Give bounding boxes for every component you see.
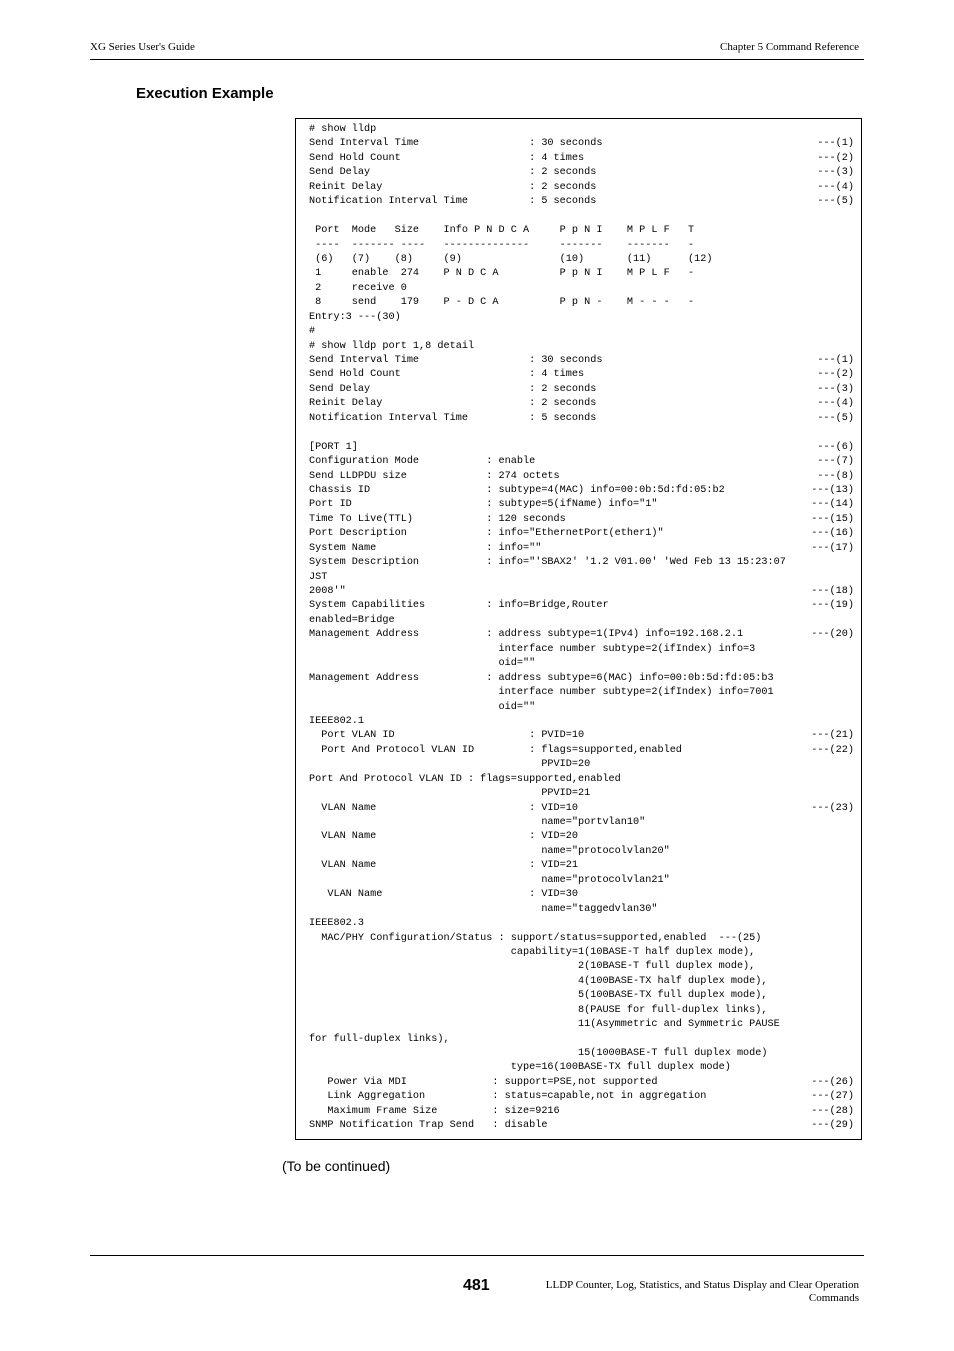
code-line-reference: ---(20): [811, 629, 854, 641]
code-line-text: enabled=Bridge: [309, 614, 395, 626]
code-line-text: IEEE802.1: [309, 715, 365, 727]
code-line: [309, 527, 854, 541]
code-line-text: type=16(100BASE-TX full duplex mode): [309, 1062, 731, 1074]
code-line-reference: ---(18): [811, 586, 854, 597]
code-line-text: MAC/PHY Configuration/Status : support/status=supported,enabled ---(25): [309, 932, 762, 944]
code-line-reference: ---(1): [817, 355, 854, 366]
code-line-text: name="portvlan10": [309, 817, 646, 828]
code-line-text: PPVID=21: [309, 788, 591, 800]
code-line-reference: ---(3): [817, 383, 854, 395]
code-line-reference: ---(26): [811, 1076, 854, 1088]
code-line: [309, 903, 854, 917]
code-line: [309, 239, 854, 253]
code-line: [309, 397, 854, 411]
code-line: [309, 166, 854, 180]
code-line-text: ---- ------- ---- -------------- ------- ------- -: [309, 239, 695, 251]
code-line: [309, 513, 854, 527]
code-line-reference: ---(27): [811, 1091, 854, 1103]
code-line: [309, 470, 854, 484]
code-line-text: Send Delay : 2 seconds: [309, 383, 597, 395]
code-line-text: 15(1000BASE-T full duplex mode): [309, 1048, 768, 1059]
footer-divider: [90, 1255, 864, 1256]
code-line: [309, 787, 854, 801]
code-line: [309, 686, 854, 700]
code-line-text: Port And Protocol VLAN ID : flags=supported,enabled: [309, 773, 621, 785]
code-line-text: # show lldp: [309, 124, 377, 135]
header-divider: [90, 59, 864, 60]
code-line-text: #: [309, 326, 316, 338]
code-line: [309, 946, 854, 960]
code-line: [309, 354, 854, 368]
code-line: [309, 773, 854, 787]
code-line-text: [PORT 1]: [309, 441, 358, 453]
code-line: [309, 296, 854, 310]
code-line-text: oid="": [309, 658, 536, 670]
code-line-text: 2008'": [309, 586, 346, 597]
code-line-text: Link Aggregation : status=capable,not in aggregation: [309, 1091, 707, 1103]
code-line: [309, 1033, 854, 1047]
code-line: [309, 1090, 854, 1104]
code-line: [309, 960, 854, 974]
code-line-text: Port VLAN ID : PVID=10: [309, 730, 585, 742]
code-line-text: 5(100BASE-TX full duplex mode),: [309, 990, 768, 1002]
code-line-text: name="protocolvlan21": [309, 874, 670, 886]
code-line-text: oid="": [309, 701, 536, 713]
section-title: Execution Example: [136, 85, 274, 102]
code-line-text: name="protocolvlan20": [309, 845, 670, 857]
code-line-text: 2(10BASE-T full duplex mode),: [309, 961, 756, 973]
code-line-text: Management Address : address subtype=1(IPv4) info=192.168.2.1: [309, 629, 744, 641]
code-line-text: 1 enable 274 P N D C A P p N I M P L F -: [309, 268, 695, 280]
code-line: [309, 975, 854, 989]
code-line-text: JST: [309, 571, 328, 583]
code-line-text: 11(Asymmetric and Symmetric PAUSE: [309, 1019, 780, 1031]
code-line-text: VLAN Name : VID=10: [309, 802, 578, 814]
code-line: [309, 614, 854, 628]
code-line-text: Notification Interval Time : 5 seconds: [309, 412, 597, 424]
code-line-text: Port Mode Size Info P N D C A P p N I M P L F T: [309, 225, 695, 237]
code-line: [309, 657, 854, 671]
code-line: [309, 989, 854, 1003]
code-line: [309, 1076, 854, 1090]
code-line: [309, 1119, 854, 1133]
code-line: [309, 224, 854, 238]
code-line: [309, 441, 854, 455]
code-line-text: Reinit Delay : 2 seconds: [309, 181, 597, 193]
code-line: [309, 816, 854, 830]
continued-note: (To be continued): [282, 1158, 391, 1174]
code-line: [309, 368, 854, 382]
code-line-text: Send Hold Count : 4 times: [309, 369, 585, 381]
code-line-text: Send LLDPDU size : 274 octets: [309, 470, 560, 482]
code-line-reference: ---(8): [817, 470, 854, 482]
code-line-reference: ---(21): [811, 730, 854, 742]
code-line-reference: ---(29): [811, 1120, 854, 1132]
code-line: [309, 859, 854, 873]
code-line: [309, 267, 854, 281]
code-line-text: Maximum Frame Size : size=9216: [309, 1105, 560, 1117]
code-line-text: (6) (7) (8) (9) (10) (11) (12): [309, 253, 713, 265]
code-line-text: System Capabilities : info=Bridge,Router: [309, 600, 609, 612]
code-line: [309, 1004, 854, 1018]
command-output-lines: [309, 123, 854, 1134]
code-line: [309, 830, 854, 844]
code-line: [309, 484, 854, 498]
code-line: [309, 195, 854, 209]
code-line: [309, 571, 854, 585]
code-line: [309, 412, 854, 426]
code-line-reference: ---(2): [817, 369, 854, 381]
code-line: [309, 253, 854, 267]
code-line-text: 2 receive 0: [309, 282, 407, 294]
code-line-reference: ---(22): [811, 744, 854, 756]
code-line: [309, 758, 854, 772]
code-line-reference: ---(13): [811, 484, 854, 496]
code-line: [309, 311, 854, 325]
code-line: [309, 1047, 854, 1061]
code-line: [309, 845, 854, 859]
code-line-reference: ---(23): [811, 802, 854, 814]
code-line: [309, 888, 854, 902]
code-line-reference: ---(2): [817, 152, 854, 164]
code-line-reference: ---(19): [811, 600, 854, 612]
code-line: [309, 556, 854, 570]
footer-title-line-2: Commands: [808, 1292, 859, 1304]
code-line-text: capability=1(10BASE-T half duplex mode),: [309, 946, 756, 958]
code-line: [309, 729, 854, 743]
code-line: [309, 744, 854, 758]
code-line-reference: ---(15): [811, 513, 854, 525]
code-line-reference: ---(4): [817, 181, 854, 193]
code-line-text: Management Address : address subtype=6(MAC) info=00:0b:5d:fd:05:b3: [309, 672, 774, 684]
code-line-text: VLAN Name : VID=21: [309, 860, 578, 872]
code-line-text: System Description : info="'SBAX2' '1.2 V01.00' 'Wed Feb 13 15:23:07: [309, 557, 786, 569]
code-line: [309, 1105, 854, 1119]
code-line: [309, 874, 854, 888]
code-line-text: PPVID=20: [309, 759, 591, 771]
code-line: [309, 383, 854, 397]
code-line: [309, 455, 854, 469]
code-line-text: VLAN Name : VID=20: [309, 831, 578, 843]
code-line-reference: ---(4): [817, 398, 854, 410]
code-line-text: 8 send 179 P - D C A P p N - M - - - -: [309, 297, 695, 309]
code-line-text: VLAN Name : VID=30: [309, 889, 578, 901]
code-line-text: Entry:3 ---(30): [309, 311, 401, 323]
code-line-reference: ---(5): [817, 412, 854, 424]
command-output-box: [295, 118, 862, 1140]
code-line-text: Port And Protocol VLAN ID : flags=supported,enabled: [309, 744, 682, 756]
code-line-text: Send Interval Time : 30 seconds: [309, 138, 603, 150]
code-line-reference: ---(1): [817, 138, 854, 150]
code-line: [309, 715, 854, 729]
code-line-text: interface number subtype=2(ifIndex) info=7001: [309, 687, 774, 699]
code-line: [309, 585, 854, 599]
code-line-reference: ---(28): [811, 1105, 854, 1117]
code-line-text: Chassis ID : subtype=4(MAC) info=00:0b:5d:fd:05:b2: [309, 484, 725, 496]
code-line-text: name="taggedvlan30": [309, 903, 658, 915]
code-line-text: Port Description : info="EthernetPort(ether1)": [309, 528, 664, 540]
page-number: 481: [463, 1277, 490, 1294]
code-line: [309, 701, 854, 715]
code-line: [309, 426, 854, 440]
code-line-text: System Name : info="": [309, 542, 542, 554]
code-line-text: Send Interval Time : 30 seconds: [309, 355, 603, 366]
code-line: [309, 152, 854, 166]
code-line: [309, 137, 854, 151]
code-line-text: 8(PAUSE for full-duplex links),: [309, 1004, 768, 1016]
code-line-text: Configuration Mode : enable: [309, 456, 536, 468]
code-line: [309, 210, 854, 224]
code-line: [309, 599, 854, 613]
code-line-reference: ---(14): [811, 499, 854, 511]
running-header-guide-title: XG Series User's Guide: [90, 41, 195, 53]
code-line-text: IEEE802.3: [309, 918, 365, 930]
footer-title-line-1: LLDP Counter, Log, Statistics, and Status Display and Clear Operation: [545, 1279, 859, 1291]
code-line-text: Time To Live(TTL) : 120 seconds: [309, 513, 566, 525]
code-line-text: interface number subtype=2(ifIndex) info=3: [309, 643, 756, 655]
code-line-reference: ---(17): [811, 542, 854, 554]
code-line: [309, 917, 854, 931]
code-line-reference: ---(3): [817, 167, 854, 179]
running-footer-section-title: [546, 1279, 859, 1305]
code-line: [309, 282, 854, 296]
running-header-chapter: Chapter 5 Command Reference: [720, 41, 859, 53]
code-line-text: for full-duplex links),: [309, 1033, 450, 1045]
code-line: [309, 542, 854, 556]
code-line-text: Send Delay : 2 seconds: [309, 167, 597, 179]
code-line: [309, 628, 854, 642]
code-line-text: Notification Interval Time : 5 seconds: [309, 196, 597, 208]
code-line: [309, 672, 854, 686]
code-line-text: Port ID : subtype=5(ifName) info="1": [309, 499, 658, 511]
code-line-reference: ---(7): [817, 456, 854, 468]
code-line-text: 4(100BASE-TX half duplex mode),: [309, 975, 768, 987]
code-line: [309, 1018, 854, 1032]
code-line: [309, 325, 854, 339]
code-line-reference: ---(16): [811, 528, 854, 540]
code-line: [309, 340, 854, 354]
code-line-text: Power Via MDI : support=PSE,not supported: [309, 1076, 658, 1088]
code-line: [309, 802, 854, 816]
code-line-reference: ---(5): [817, 196, 854, 208]
code-line: [309, 181, 854, 195]
code-line: [309, 643, 854, 657]
code-line-text: Send Hold Count : 4 times: [309, 152, 585, 164]
code-line-text: SNMP Notification Trap Send : disable: [309, 1120, 548, 1132]
code-line: [309, 498, 854, 512]
code-line-reference: ---(6): [817, 441, 854, 453]
code-line: [309, 123, 854, 137]
code-line: [309, 1061, 854, 1075]
code-line: [309, 932, 854, 946]
code-line-text: # show lldp port 1,8 detail: [309, 340, 475, 352]
code-line-text: Reinit Delay : 2 seconds: [309, 398, 597, 410]
